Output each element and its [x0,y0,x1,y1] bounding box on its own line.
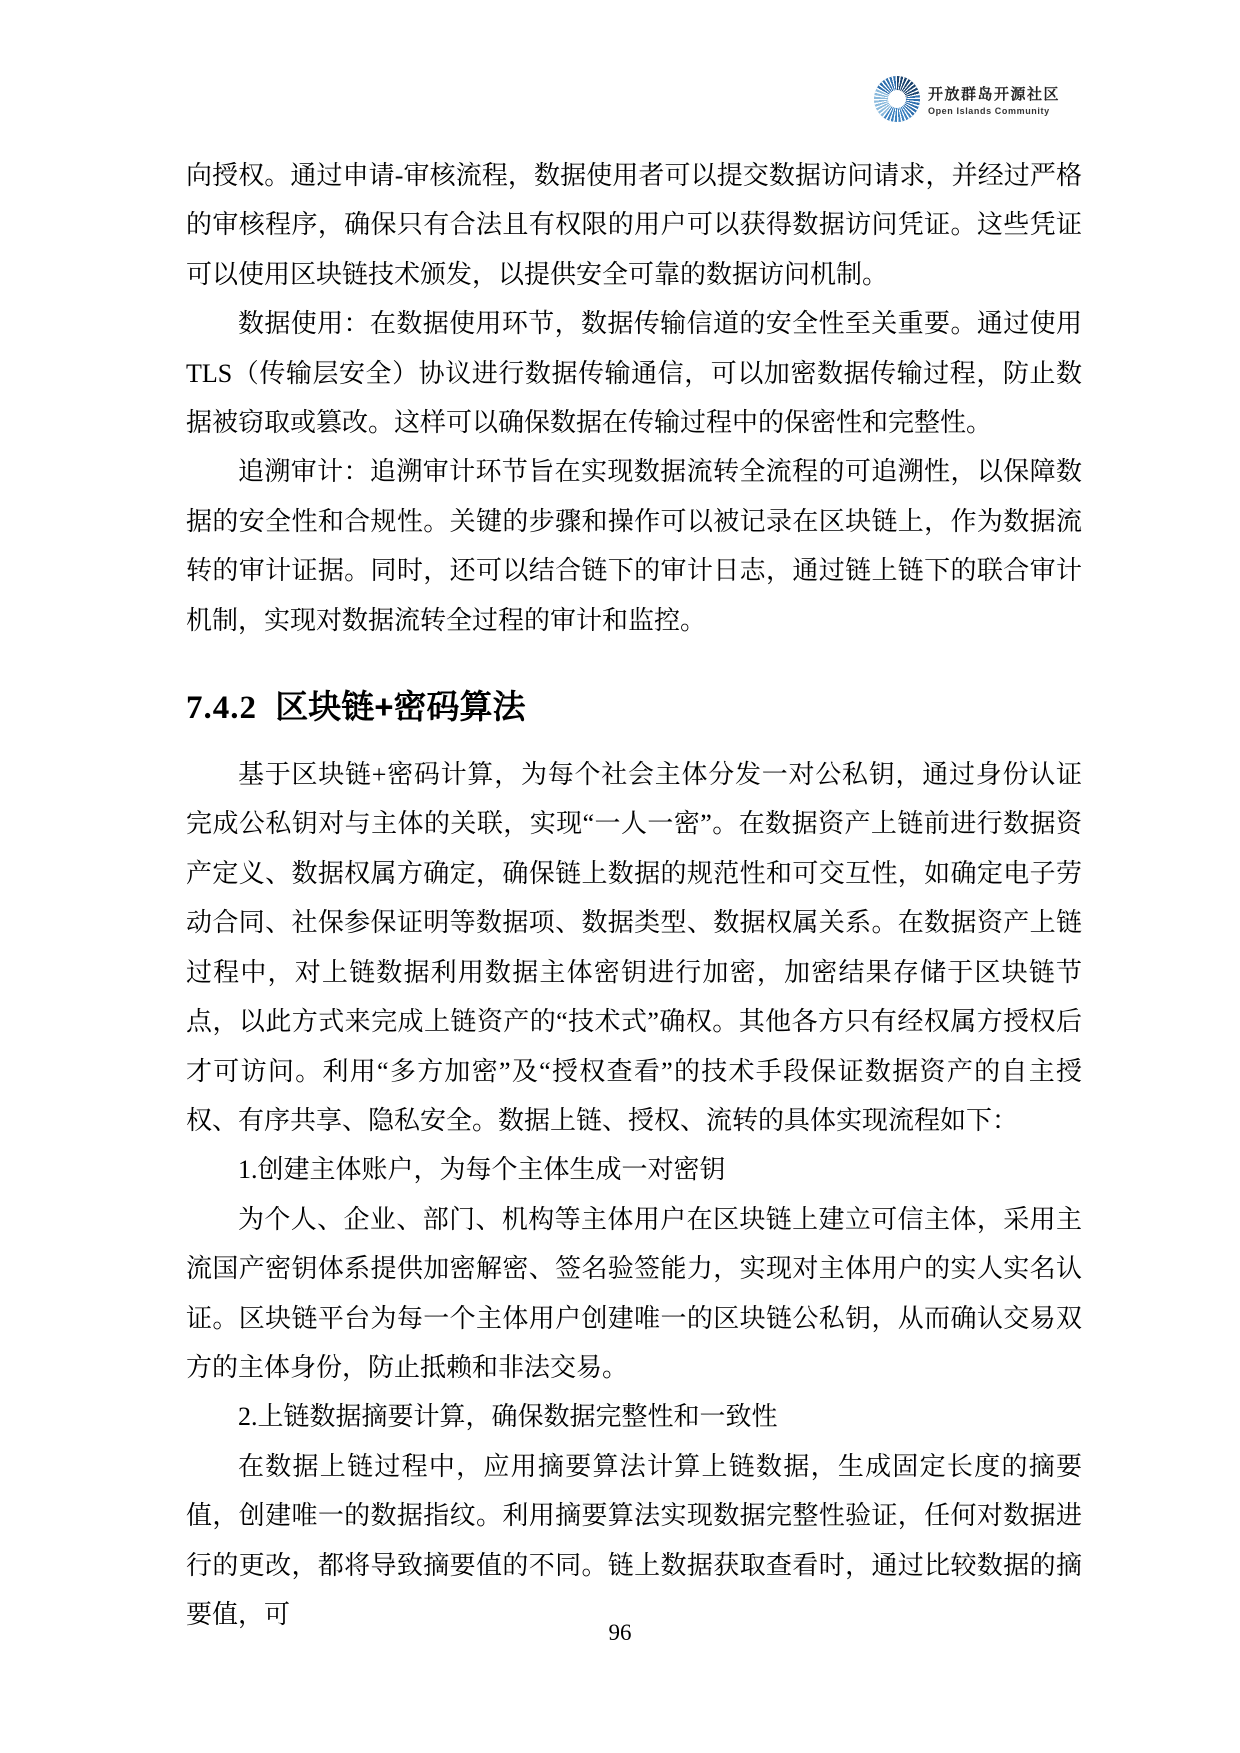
document-body [186,151,1082,1639]
section-number: 7.4.2 [186,690,257,727]
logo-title-en: Open Islands Community [927,105,1050,116]
paragraph-create-account: 为个人、企业、部门、机构等主体用户在区块链上建立可信主体，采用主流国产密钥体系提供加密解密、签名验签能力，实现对主体用户的实人实名认证。区块链平台为每一个主体用户创建唯一的区块链公私钥，从而确认交易双方的主体身份，防止抵赖和非法交易。 [186,1204,1082,1382]
section-title: 区块链+密码算法 [275,688,526,726]
paragraph-continuation: 向授权。通过申请-审核流程，数据使用者可以提交数据访问请求，并经过严格的审核程序，确保只有合法且有权限的用户可以获得数据访问凭证。这些凭证可以使用区块链技术颁发，以提供安全可靠的数据访问机制。 [186,161,1082,289]
paragraph-trace-audit: 追溯审计：追溯审计环节旨在实现数据流转全流程的可追溯性，以保障数据的安全性和合规性。关键的步骤和操作可以被记录在区块链上，作为数据流转的审计证据。同时，还可以结合链下的审计日志，通过链上链下的联合审计机制，实现对数据流转全过程的审计和监控。 [186,457,1082,635]
paragraph-digest: 在数据上链过程中，应用摘要算法计算上链数据，生成固定长度的摘要值，创建唯一的数据指纹。利用摘要算法实现数据完整性验证，任何对数据进行的更改，都将导致摘要值的不同。链上数据获取查看时，通过比较数据的摘要值，可 [186,1451,1082,1629]
paragraph-data-use: 数据使用：在数据使用环节，数据传输信道的安全性至关重要。通过使用TLS（传输层安全）协议进行数据传输通信，可以加密数据传输过程，防止数据被窃取或篡改。这样可以确保数据在传输过程中的保密性和完整性。 [186,309,1082,438]
list-item-2: 2.上链数据摘要计算，确保数据完整性和一致性 [238,1402,778,1432]
logo [874,76,1060,122]
logo-text [928,83,1060,116]
sunburst-logo-icon [874,76,920,122]
list-item-1: 1.创建主体账户，为每个主体生成一对密钥 [238,1155,726,1185]
page-number: 96 [608,1620,632,1645]
paragraph-blockchain-crypto: 基于区块链+密码计算，为每个社会主体分发一对公私钥，通过身份认证完成公私钥对与主体的关联，实现“一人一密”。在数据资产上链前进行数据资产定义、数据权属方确定，确保链上数据的规范性和可交互性，如确定电子劳动合同、社保参保证明等数据项、数据类型、数据权属关系。在数据资产上链过程中，对上链数据利用数据主体密钥进行加密，加密结果存储于区块链节点，以此方式来完成上链资产的“技术式”确权。其他各方只有经权属方授权后才可访问。利用“多方加密”及“授权查看”的技术手段保证数据资产的自主授权、有序共享、隐私安全。数据上链、授权、流转的具体实现流程如下： [186,760,1082,1135]
section-heading [186,682,1082,733]
logo-title-zh: 开放群岛开源社区 [927,85,1060,103]
